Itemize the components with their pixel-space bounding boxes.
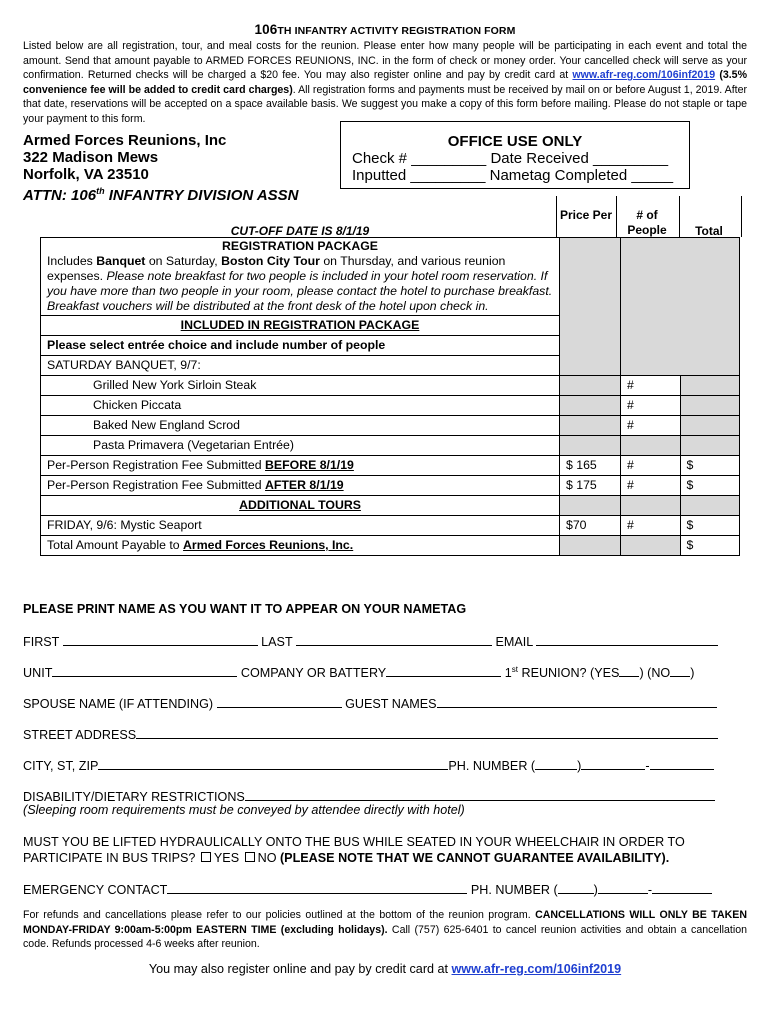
company-field[interactable] [386, 664, 501, 677]
register-online-link[interactable]: www.afr-reg.com/106inf2019 [572, 69, 716, 82]
unit-row: UNIT COMPANY OR BATTERY 1st REUNION? (YES ) (NO ) [23, 664, 695, 680]
table-row: Grilled New York Sirloin Steak # [41, 376, 740, 396]
emergency-row: EMERGENCY CONTACT PH. NUMBER ( ) - [23, 881, 712, 897]
spouse-name-field[interactable] [217, 695, 342, 708]
city-row: CITY, ST, ZIP PH. NUMBER ( ) - [23, 757, 714, 773]
price-per-header: Price Per [559, 208, 613, 222]
first-reunion-yes-field[interactable] [619, 664, 639, 677]
register-online-link[interactable]: www.afr-reg.com/106inf2019 [451, 962, 622, 976]
unit-field[interactable] [52, 664, 237, 677]
total-field[interactable]: $ [680, 476, 740, 496]
name-row: FIRST LAST EMAIL [23, 633, 718, 649]
entree-instruction: Please select entrée choice and include number of people [41, 336, 560, 356]
registration-package-cell: REGISTRATION PACKAGE Includes Banquet on Saturday, Boston City Tour on Thursday, and various reunion expenses. Please note breakfast for two people is included in your hotel room reservation. If you have more than two people in your room, please contact the hotel to purchase breakfast. Breakfast vouchers will be distributed at the front desk of the hotel upon check in. [41, 238, 560, 316]
first-reunion-no-field[interactable] [670, 664, 690, 677]
mailing-address: Armed Forces Reunions, Inc 322 Madison Mews Norfolk, VA 23510 ATTN: 106th INFANTRY DIVISION ASSN [23, 132, 299, 204]
intro-paragraph: Listed below are all registration, tour, and meal costs for the reunion. Please enter how many people will be participating in each event and total the amount. Send that amount payable to ARMED FORCES REUNIONS, INC. in the form of check or money order. Your cancelled check will serve as your confirmation. Returned checks will be charged a $20 fee. You may also register online and pay by credit card at www.afr-reg.com/106inf2019 (3.5% convenience fee will be added to credit card charges). All registration forms and payments must be received by mail on or before August 1, 2019. After that date, reservations will be accepted on a space available basis. We suggest you make a copy of this form before mailing. Please do not staple or tape your payment to this form. [23, 40, 747, 125]
emergency-area-code-field[interactable] [558, 881, 594, 894]
table-row: Chicken Piccata # [41, 396, 740, 416]
table-row: FRIDAY, 9/6: Mystic Seaport $70 # $ [41, 516, 740, 536]
online-registration-note: You may also register online and pay by credit card at www.afr-reg.com/106inf2019 [148, 962, 622, 976]
refund-policy: For refunds and cancellations please refer to our policies outlined at the bottom of the reunion program. CANCELLATIONS WILL ONLY BE TAKEN MONDAY-FRIDAY 9:00am-5:00pm EASTERN TIME (excluding holidays). Call (757) 625-6401 to cancel reunion activities and obtain a cancellation code. Refunds processed 4-6 weeks after reunion. [23, 909, 747, 950]
area-code-field[interactable] [535, 757, 577, 770]
dietary-row: DISABILITY/DIETARY RESTRICTIONS [23, 788, 715, 804]
people-field[interactable]: # [621, 456, 681, 476]
saturday-banquet: SATURDAY BANQUET, 9/7: [41, 356, 560, 376]
guest-names-field[interactable] [437, 695, 717, 708]
first-name-field[interactable] [63, 633, 258, 646]
office-use-box: OFFICE USE ONLY Check # _________ Date Received _________ Inputted _________ Nametag Completed _____ [340, 121, 690, 189]
people-field[interactable]: # [621, 376, 681, 396]
email-field[interactable] [536, 633, 718, 646]
yes-checkbox[interactable] [201, 852, 211, 862]
table-row: Per-Person Registration Fee Submitted AFTER 8/1/19 $ 175 # $ [41, 476, 740, 496]
nametag-heading: PLEASE PRINT NAME AS YOU WANT IT TO APPEAR ON YOUR NAMETAG [23, 602, 467, 616]
no-checkbox[interactable] [245, 852, 255, 862]
city-state-zip-field[interactable] [98, 757, 448, 770]
total-field[interactable]: $ [680, 456, 740, 476]
table-row: Pasta Primavera (Vegetarian Entrée) [41, 436, 740, 456]
included-heading: INCLUDED IN REGISTRATION PACKAGE [41, 316, 560, 336]
emergency-line-field[interactable] [652, 881, 712, 894]
cutoff-date: CUT-OFF DATE IS 8/1/19 [230, 224, 370, 238]
dietary-field[interactable] [245, 788, 715, 801]
people-field[interactable]: # [621, 416, 681, 436]
last-name-field[interactable] [296, 633, 492, 646]
form-title: 106TH INFANTRY ACTIVITY REGISTRATION FORM [254, 22, 516, 37]
emergency-contact-field[interactable] [167, 881, 467, 894]
num-people-header: # of People [627, 208, 667, 237]
table-row: Baked New England Scrod # [41, 416, 740, 436]
grand-total-field[interactable]: $ [680, 536, 740, 556]
emergency-prefix-field[interactable] [598, 881, 648, 894]
phone-line-field[interactable] [650, 757, 714, 770]
table-row: Total Amount Payable to Armed Forces Reunions, Inc. $ [41, 536, 740, 556]
additional-tours-heading: ADDITIONAL TOURS [41, 496, 560, 516]
phone-prefix-field[interactable] [581, 757, 645, 770]
people-field[interactable]: # [621, 396, 681, 416]
total-field[interactable]: $ [680, 516, 740, 536]
wheelchair-question: MUST YOU BE LIFTED HYDRAULICALLY ONTO THE BUS WHILE SEATED IN YOUR WHEELCHAIR IN ORDER TO PARTICIPATE IN BUS TRIPS? YES NO (PLEASE NOTE THAT WE CANNOT GUARANTEE AVAILABILITY). [23, 835, 685, 865]
table-row: Per-Person Registration Fee Submitted BEFORE 8/1/19 $ 165 # $ [41, 456, 740, 476]
sleeping-note: (Sleeping room requirements must be conveyed by attendee directly with hotel) [23, 803, 465, 817]
street-row: STREET ADDRESS [23, 726, 718, 742]
total-header: Total [695, 224, 723, 238]
street-address-field[interactable] [136, 726, 718, 739]
people-field[interactable]: # [621, 476, 681, 496]
people-field[interactable]: # [621, 516, 681, 536]
spouse-row: SPOUSE NAME (IF ATTENDING) GUEST NAMES [23, 695, 717, 711]
registration-table [40, 237, 740, 556]
